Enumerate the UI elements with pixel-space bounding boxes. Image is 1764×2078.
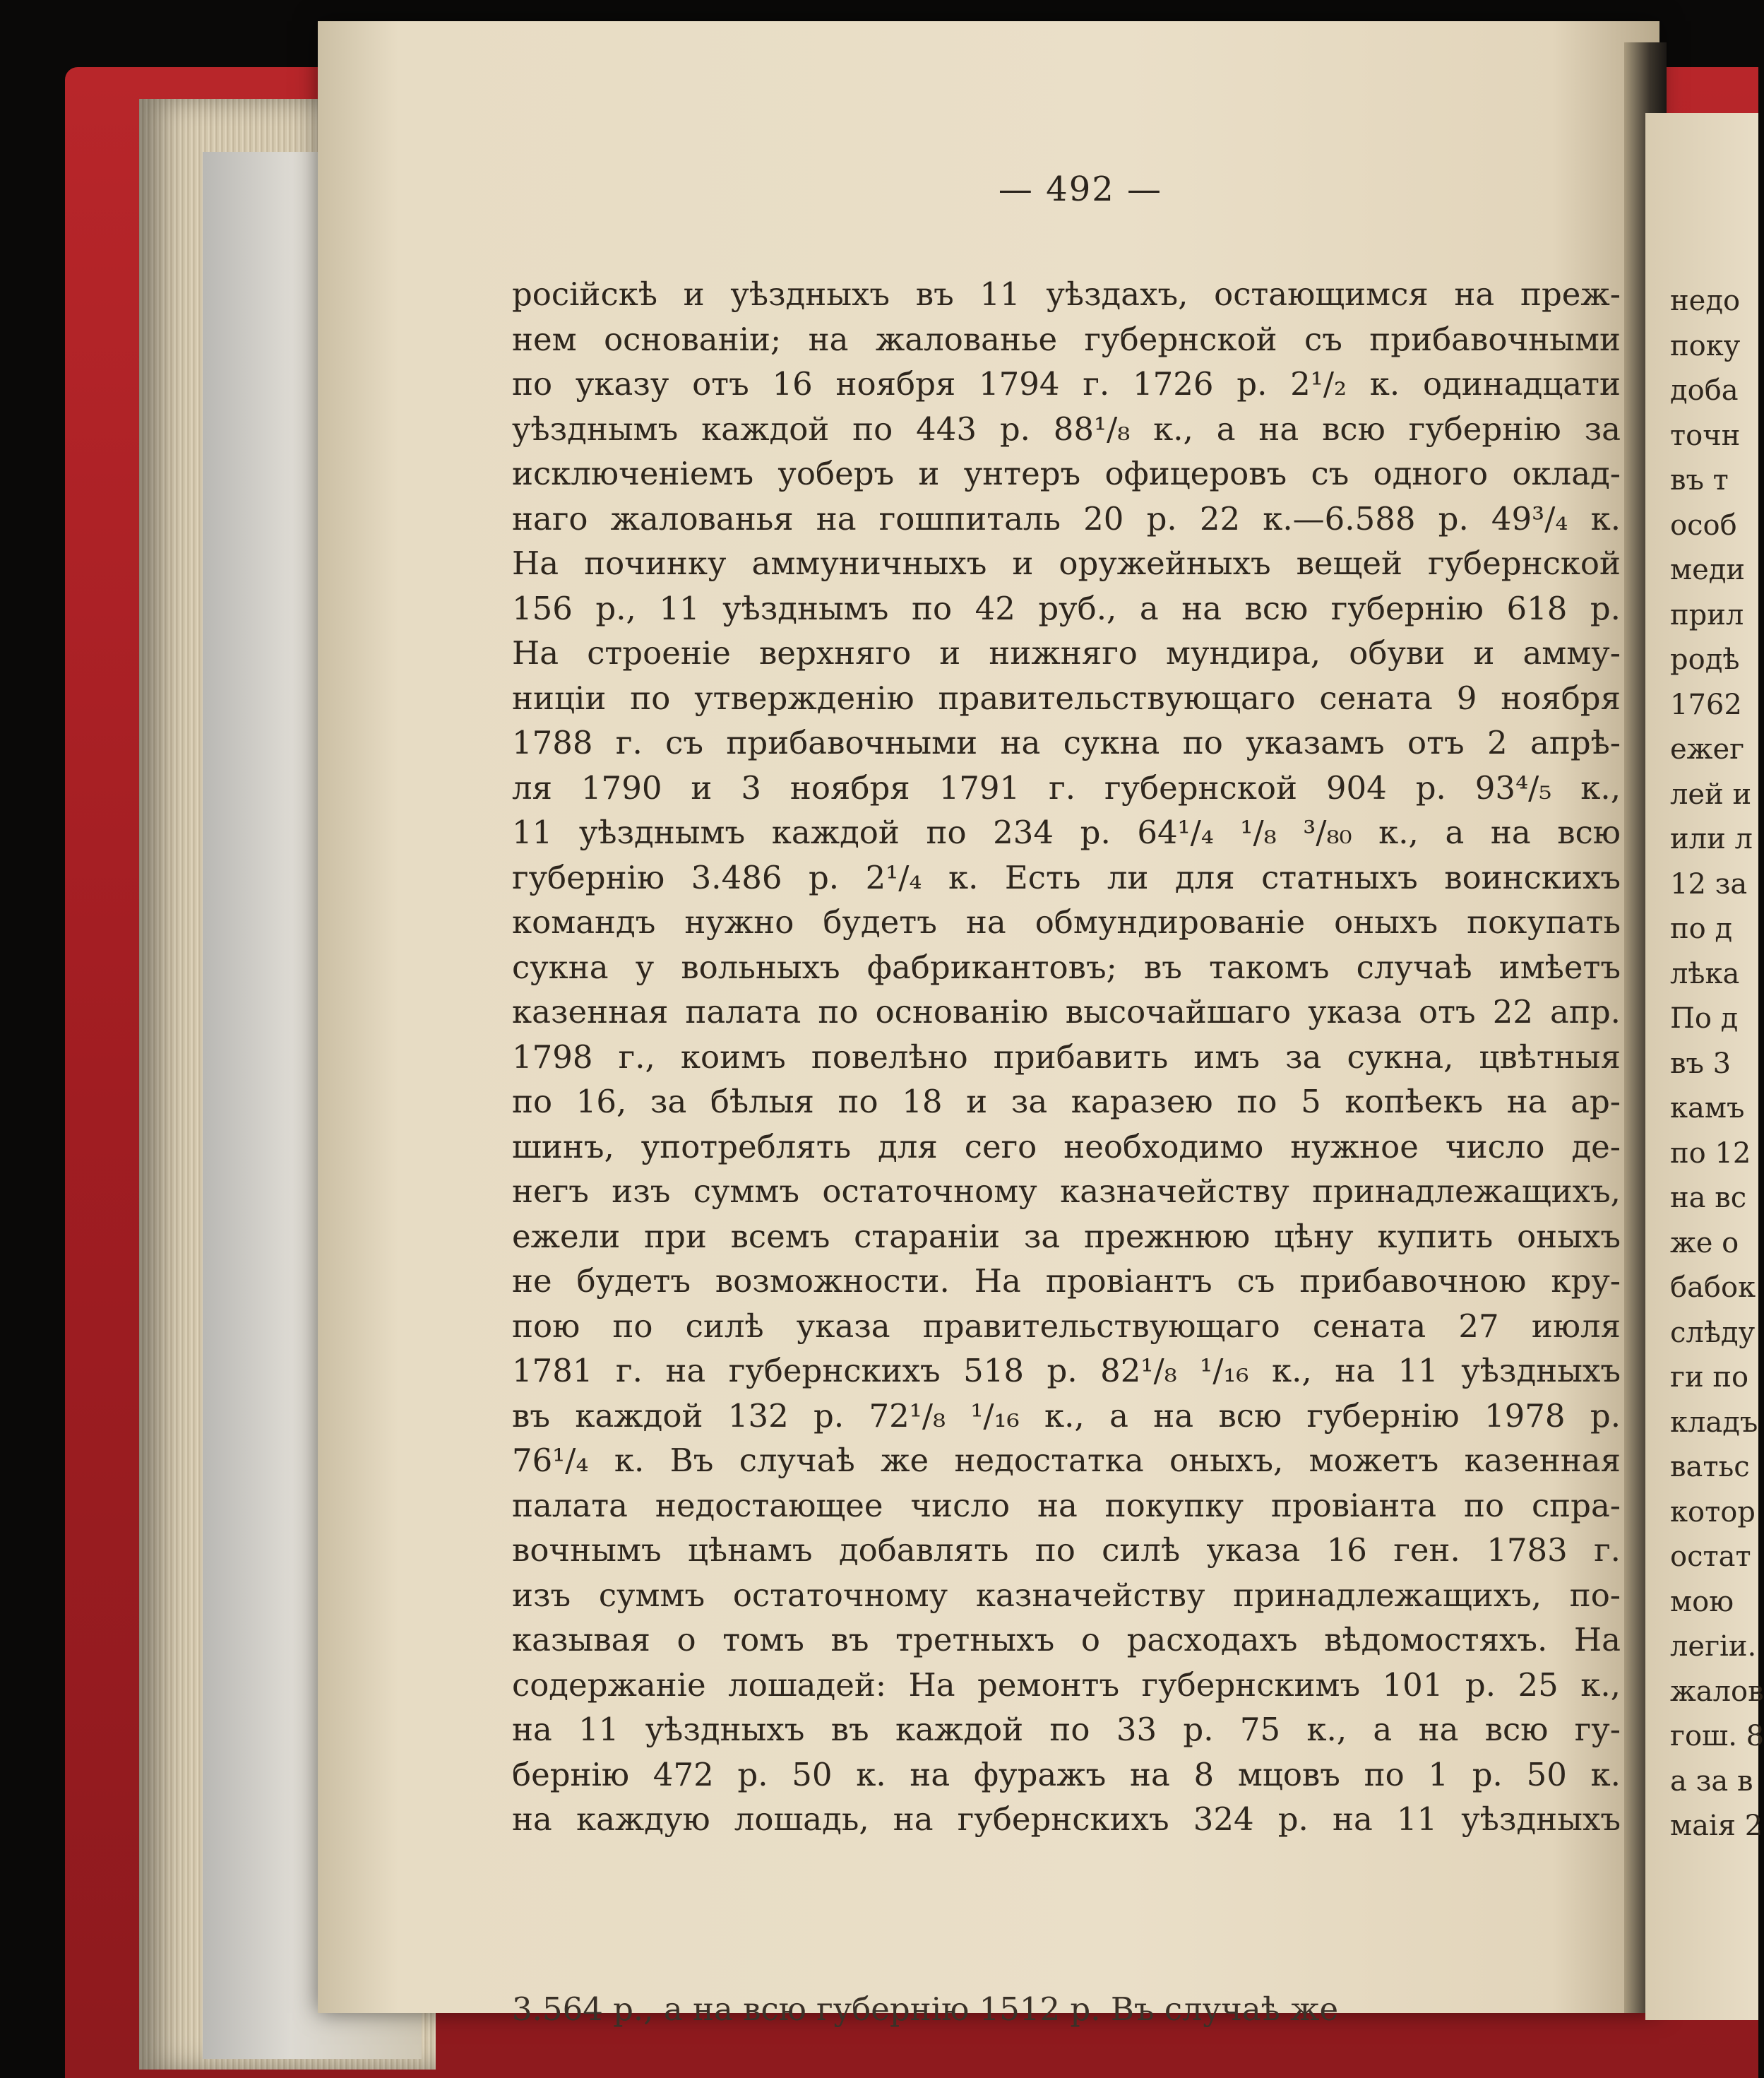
text-line: въ каждой 132 р. 72¹/₈ ¹/₁₆ к., а на всю губернію 1978 р. — [512, 1396, 1621, 1435]
text-line: нем основаніи; на жалованье губернской съ прибавочными — [512, 320, 1621, 358]
right-page-line-fragment: лѣка — [1670, 957, 1740, 990]
right-page-line-fragment: въ 3 — [1670, 1047, 1732, 1080]
text-line: по указу отъ 16 ноября 1794 г. 1726 р. 2¹/₂ к. одинадцати — [512, 365, 1621, 403]
right-page-line-fragment: остат — [1670, 1540, 1751, 1573]
right-page-line-fragment: по д — [1670, 913, 1733, 945]
right-page-line-fragment: недо — [1670, 285, 1741, 317]
text-line: изъ суммъ остаточному казначейству принадлежащихъ, по- — [512, 1576, 1621, 1614]
text-line: 11 уѣзднымъ каждой по 234 р. 64¹/₄ ¹/₈ ³/₈₀ к., а на всю — [512, 814, 1621, 851]
text-line: казывая о томъ въ третныхъ о расходахъ вѣдомостяхъ. На — [512, 1621, 1621, 1658]
right-page-line-fragment: гош. 8 — [1670, 1720, 1764, 1752]
text-line: казенная палата по основанію высочайшаго указа отъ 22 апр. — [512, 993, 1621, 1031]
text-line: не будетъ возможности. На провіантъ съ прибавочною кру- — [512, 1262, 1621, 1300]
right-page-text — [1670, 279, 1764, 1849]
right-page-line-fragment: меди — [1670, 554, 1746, 586]
text-line: губернію 3.486 р. 2¹/₄ к. Есть ли для статныхъ воинскихъ — [512, 858, 1621, 896]
text-line: по 16, за бѣлыя по 18 и за каразею по 5 копѣекъ на ар- — [512, 1083, 1621, 1120]
right-page-line-fragment: лей и — [1670, 778, 1752, 811]
right-page-line-fragment: ги по — [1670, 1361, 1749, 1394]
text-line: ежели при всемъ стараніи за прежнюю цѣну купить оныхъ — [512, 1217, 1621, 1255]
text-line: 1781 г. на губернскихъ 518 р. 82¹/₈ ¹/₁₆ к., на 11 уѣздныхъ — [512, 1352, 1621, 1389]
text-line: шинъ, употреблять для сего необходимо нужное число де- — [512, 1127, 1621, 1165]
page-number: — 492 — — [998, 170, 1163, 209]
right-page-line-fragment: камъ — [1670, 1092, 1745, 1124]
text-line: сукна у вольныхъ фабрикантовъ; въ такомъ случаѣ имѣетъ — [512, 948, 1621, 986]
right-page-line-fragment: поку — [1670, 329, 1741, 362]
right-page-line-fragment: прил — [1670, 598, 1744, 631]
cut-off-bottom-line — [512, 1985, 1621, 1999]
text-line: ля 1790 и 3 ноября 1791 г. губернской 904 р. 93⁴/₅ к., — [512, 768, 1621, 807]
right-page-line-fragment: по 12 — [1670, 1136, 1751, 1170]
page-text — [512, 272, 1621, 1842]
right-page-line-fragment: въ т — [1670, 464, 1729, 497]
right-page-line-fragment: или л — [1670, 823, 1753, 855]
right-page-line-fragment: родѣ — [1670, 643, 1740, 676]
right-page-line-fragment: же о — [1670, 1226, 1739, 1259]
text-line: На починку аммуничныхъ и оружейныхъ вещей губернской — [512, 545, 1621, 582]
text-line: палата недостающее число на покупку провіанта по спра- — [512, 1486, 1621, 1524]
text-line: содержаніе лошадей: На ремонтъ губернскимъ 101 р. 25 к., — [512, 1666, 1621, 1704]
right-page-line-fragment: особ — [1670, 509, 1737, 542]
text-line: російскѣ и уѣздныхъ въ 11 уѣздахъ, остающимся на преж- — [512, 275, 1621, 313]
right-page-line-fragment: ватьс — [1670, 1451, 1750, 1483]
right-page-line-fragment: маія 2 — [1670, 1810, 1763, 1842]
text-line: на 11 уѣздныхъ въ каждой по 33 р. 75 к., а на всю гу- — [512, 1711, 1621, 1748]
text-line: вочнымъ цѣнамъ добавлять по силѣ указа 16 ген. 1783 г. — [512, 1531, 1621, 1569]
text-line: негъ изъ суммъ остаточному казначейству принадлежащихъ, — [512, 1172, 1621, 1210]
right-page-line-fragment: на вс — [1670, 1182, 1747, 1214]
right-page-line-fragment: мою — [1670, 1585, 1734, 1618]
text-line: ниціи по утвержденію правительствующаго сената 9 ноября — [512, 679, 1621, 717]
text-line: На строеніе верхняго и нижняго мундира, обуви и амму- — [512, 634, 1621, 672]
text-line: командъ нужно будетъ на обмундированіе оныхъ покупать — [512, 903, 1621, 941]
right-page-line-fragment: а за в — [1670, 1764, 1753, 1798]
text-line: 1788 г. съ прибавочными на сукна по указамъ отъ 2 апрѣ- — [512, 724, 1621, 761]
right-page-line-fragment: доба — [1670, 374, 1739, 407]
right-page-line-fragment: котор — [1670, 1495, 1756, 1528]
right-page-line-fragment: жалов — [1670, 1675, 1764, 1708]
right-page-line-fragment: легіи. — [1670, 1630, 1757, 1663]
right-page-line-fragment: 1762 — [1670, 688, 1742, 721]
text-line: уѣзднымъ каждой по 443 р. 88¹/₈ к., а на всю губернію за — [512, 410, 1621, 448]
right-page-line-fragment: слѣду — [1670, 1316, 1756, 1349]
text-line: бернію 472 р. 50 к. на фуражъ на 8 мцовъ по 1 р. 50 к. — [512, 1755, 1621, 1793]
text-line: пою по силѣ указа правительствующаго сената 27 июля — [512, 1307, 1621, 1345]
text-line: 1798 г., коимъ повелѣно прибавить имъ за сукна, цвѣтныя — [512, 1038, 1621, 1076]
text-line: наго жалованья на гошпиталь 20 р. 22 к.—6.588 р. 49³/₄ к. — [512, 499, 1621, 538]
right-page-line-fragment: точн — [1670, 419, 1741, 452]
text-line: 76¹/₄ к. Въ случаѣ же недостатка оныхъ, можетъ казенная — [512, 1442, 1621, 1479]
text-line: на каждую лошадь, на губернскихъ 324 р. на 11 уѣздныхъ — [512, 1800, 1621, 1838]
right-page-line-fragment: бабок — [1670, 1271, 1756, 1304]
text-line: 156 р., 11 уѣзднымъ по 42 руб., а на всю губернію 618 р. — [512, 589, 1621, 627]
right-page-line-fragment: 12 за — [1670, 867, 1748, 901]
right-page-line-fragment: кладъ — [1670, 1406, 1758, 1439]
right-page-line-fragment: ежег — [1670, 733, 1745, 766]
text-line: исключеніемъ уоберъ и унтеръ офицеровъ съ одного оклад- — [512, 455, 1621, 492]
right-page-line-fragment: По д — [1670, 1002, 1739, 1035]
